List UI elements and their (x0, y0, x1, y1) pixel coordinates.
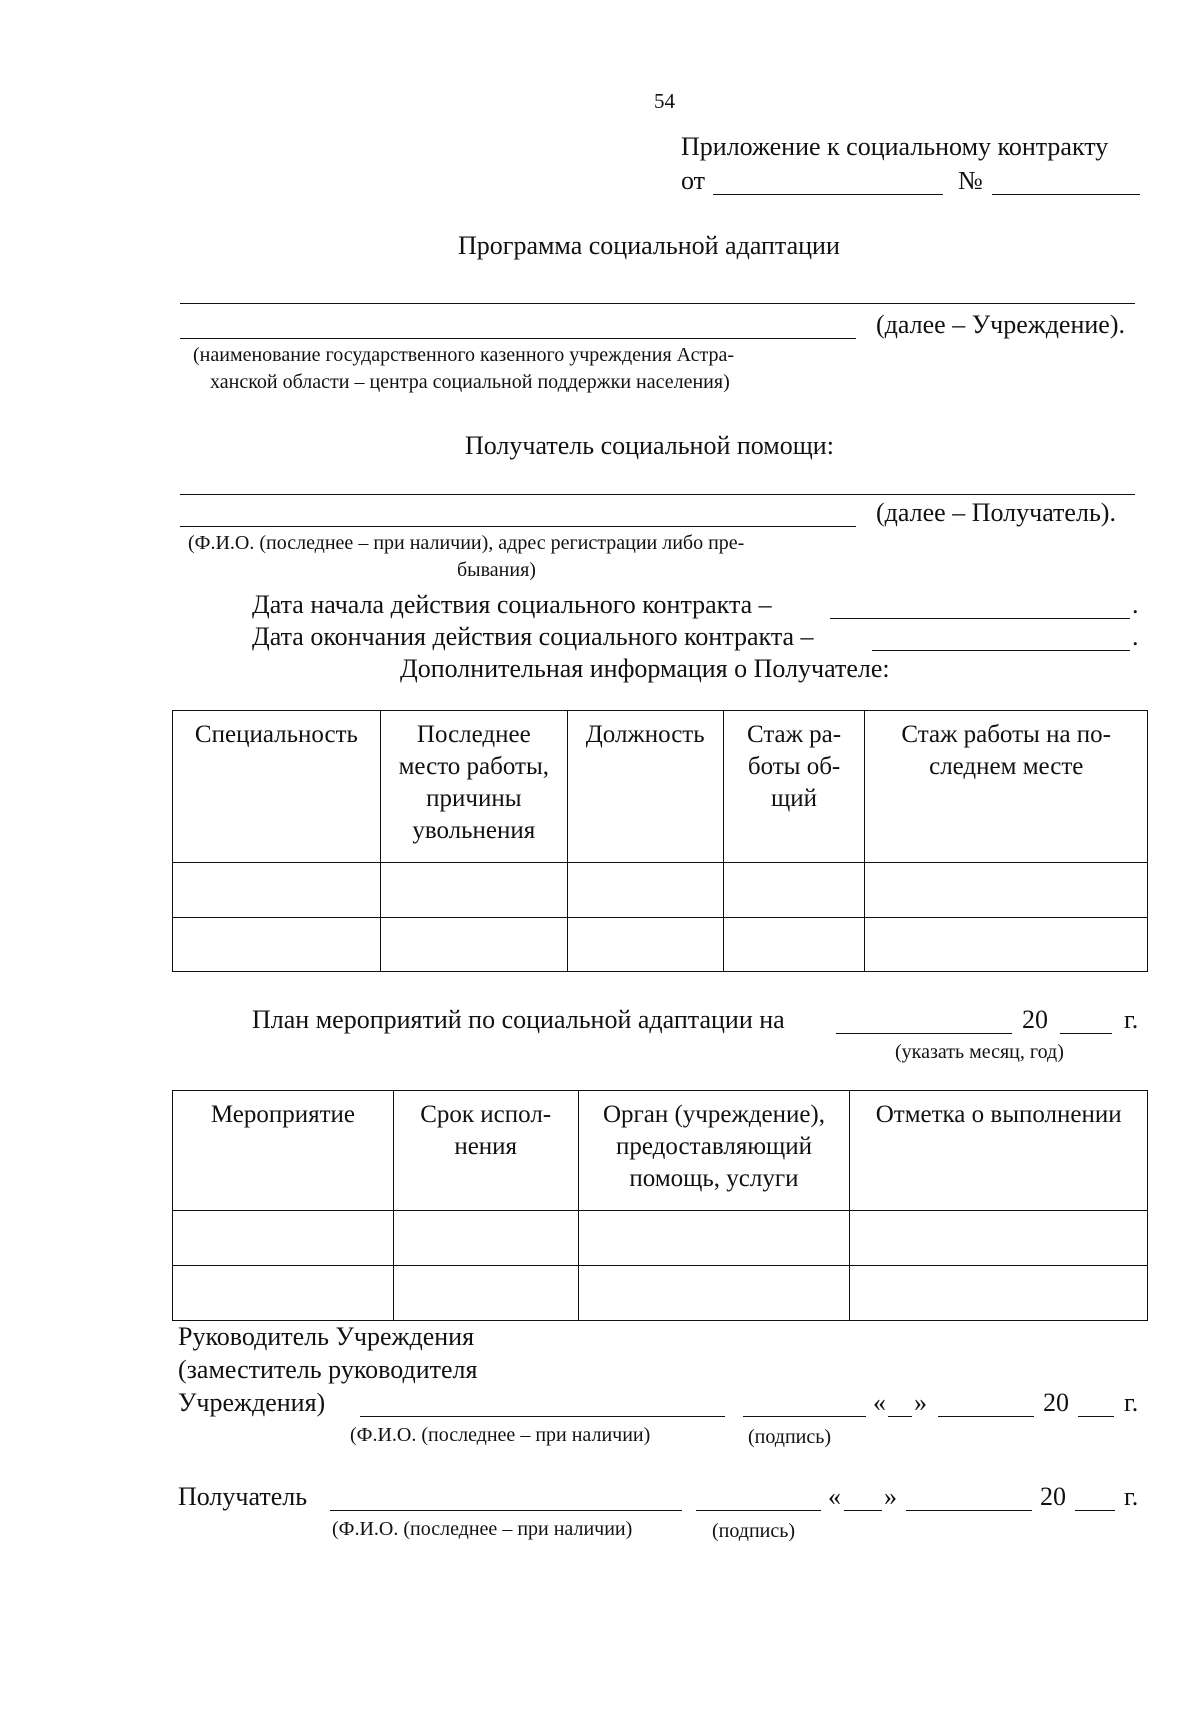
plan-year-suffix: г. (1124, 1005, 1139, 1034)
recipient-field-1[interactable] (180, 494, 1135, 495)
head-day-field[interactable] (888, 1416, 912, 1417)
recipient-note-2: бывания) (457, 559, 536, 581)
table-cell[interactable] (865, 863, 1148, 918)
recipient-note-1: (Ф.И.О. (последнее – при наличии), адрес регистрации либо пре- (188, 532, 745, 554)
from-label: от (681, 166, 706, 195)
table-cell[interactable] (850, 1266, 1148, 1321)
recipient-signature-field[interactable] (696, 1510, 821, 1511)
table-cell[interactable] (723, 863, 865, 918)
recipient-month-field[interactable] (906, 1510, 1032, 1511)
start-date-field[interactable] (830, 618, 1130, 619)
info-header-last-experience: Стаж работы на по- следнем месте (865, 711, 1148, 863)
head-year-field[interactable] (1078, 1416, 1114, 1417)
recipient-fio-note: (Ф.И.О. (последнее – при наличии) (332, 1518, 633, 1540)
recipient-year-prefix: 20 (1040, 1482, 1066, 1511)
contract-date-field[interactable] (713, 194, 943, 195)
table-cell[interactable] (567, 863, 723, 918)
table-cell[interactable] (173, 1266, 394, 1321)
recipient-heading: Получатель социальной помощи: (465, 431, 834, 460)
table-cell[interactable] (578, 1266, 850, 1321)
info-table-header-row (173, 711, 1148, 863)
table-row (173, 863, 1148, 918)
institution-note-1: (наименование государственного казенного учреждения Астра- (193, 344, 734, 366)
institution-name-field-2[interactable] (180, 338, 856, 339)
table-cell[interactable] (173, 863, 381, 918)
plan-year-field[interactable] (1060, 1033, 1112, 1034)
start-date-label: Дата начала действия социального контракта – (252, 590, 772, 619)
table-cell[interactable] (393, 1211, 578, 1266)
table-cell[interactable] (173, 918, 381, 972)
end-date-label: Дата окончания действия социального контракта – (252, 622, 814, 651)
plan-header-organization: Орган (учреждение), предоставляющий помощь, услуги (578, 1091, 850, 1211)
plan-table-header-row (173, 1091, 1148, 1211)
recipient-year-field[interactable] (1075, 1510, 1115, 1511)
recipient-sign-note: (подпись) (712, 1520, 796, 1542)
head-fio-note: (Ф.И.О. (последнее – при наличии) (350, 1424, 651, 1446)
plan-header-completion: Отметка о выполнении (850, 1091, 1148, 1211)
start-date-period: . (1132, 590, 1139, 619)
table-cell[interactable] (850, 1211, 1148, 1266)
number-label: № (958, 166, 983, 195)
recipient-sign-label: Получатель (178, 1482, 308, 1511)
head-label-2: (заместитель руководителя (178, 1355, 478, 1384)
head-close-quote: » (914, 1388, 927, 1417)
table-cell[interactable] (865, 918, 1148, 972)
plan-table (172, 1090, 1148, 1321)
head-fio-field[interactable] (360, 1416, 725, 1417)
table-cell[interactable] (723, 918, 865, 972)
document-title: Программа социальной адаптации (458, 231, 840, 260)
additional-info-heading: Дополнительная информация о Получателе: (400, 654, 890, 683)
head-signature-field[interactable] (743, 1416, 866, 1417)
table-cell[interactable] (380, 918, 567, 972)
table-row (173, 1266, 1148, 1321)
recipient-year-suffix: г. (1124, 1482, 1139, 1511)
head-sign-note: (подпись) (748, 1426, 832, 1448)
end-date-field[interactable] (872, 650, 1130, 651)
table-cell[interactable] (393, 1266, 578, 1321)
institution-note-2: ханской области – центра социальной поддержки населения) (210, 371, 730, 393)
recipient-field-2[interactable] (180, 526, 856, 527)
info-header-specialty: Специальность (173, 711, 381, 863)
recipient-close-quote: » (884, 1482, 897, 1511)
institution-name-field-1[interactable] (180, 303, 1135, 304)
plan-note: (указать месяц, год) (895, 1041, 1064, 1063)
plan-label: План мероприятий по социальной адаптации на (252, 1005, 785, 1034)
head-year-prefix: 20 (1043, 1388, 1069, 1417)
plan-month-field[interactable] (836, 1033, 1012, 1034)
info-header-last-job: Последнее место работы, причины увольнения (380, 711, 567, 863)
table-cell[interactable] (578, 1211, 850, 1266)
end-date-period: . (1132, 622, 1139, 651)
info-header-total-experience: Стаж ра- боты об- щий (723, 711, 865, 863)
page-number: 54 (654, 89, 675, 113)
contract-number-field[interactable] (992, 194, 1140, 195)
recipient-info-table (172, 710, 1148, 972)
head-month-field[interactable] (938, 1416, 1034, 1417)
recipient-fio-field[interactable] (330, 1510, 682, 1511)
plan-header-deadline: Срок испол- нения (393, 1091, 578, 1211)
head-label-3: Учреждения) (178, 1388, 326, 1417)
table-cell[interactable] (567, 918, 723, 972)
table-row (173, 918, 1148, 972)
head-year-suffix: г. (1124, 1388, 1139, 1417)
institution-suffix: (далее – Учреждение). (876, 310, 1125, 339)
appendix-title: Приложение к социальному контракту (681, 132, 1109, 161)
plan-year-prefix: 20 (1022, 1005, 1048, 1034)
info-header-position: Должность (567, 711, 723, 863)
recipient-suffix: (далее – Получатель). (876, 498, 1116, 527)
plan-header-activity: Мероприятие (173, 1091, 394, 1211)
head-label-1: Руководитель Учреждения (178, 1322, 475, 1351)
table-cell[interactable] (173, 1211, 394, 1266)
recipient-open-quote: « (828, 1482, 841, 1511)
table-row (173, 1211, 1148, 1266)
recipient-day-field[interactable] (844, 1510, 882, 1511)
head-open-quote: « (873, 1388, 886, 1417)
table-cell[interactable] (380, 863, 567, 918)
